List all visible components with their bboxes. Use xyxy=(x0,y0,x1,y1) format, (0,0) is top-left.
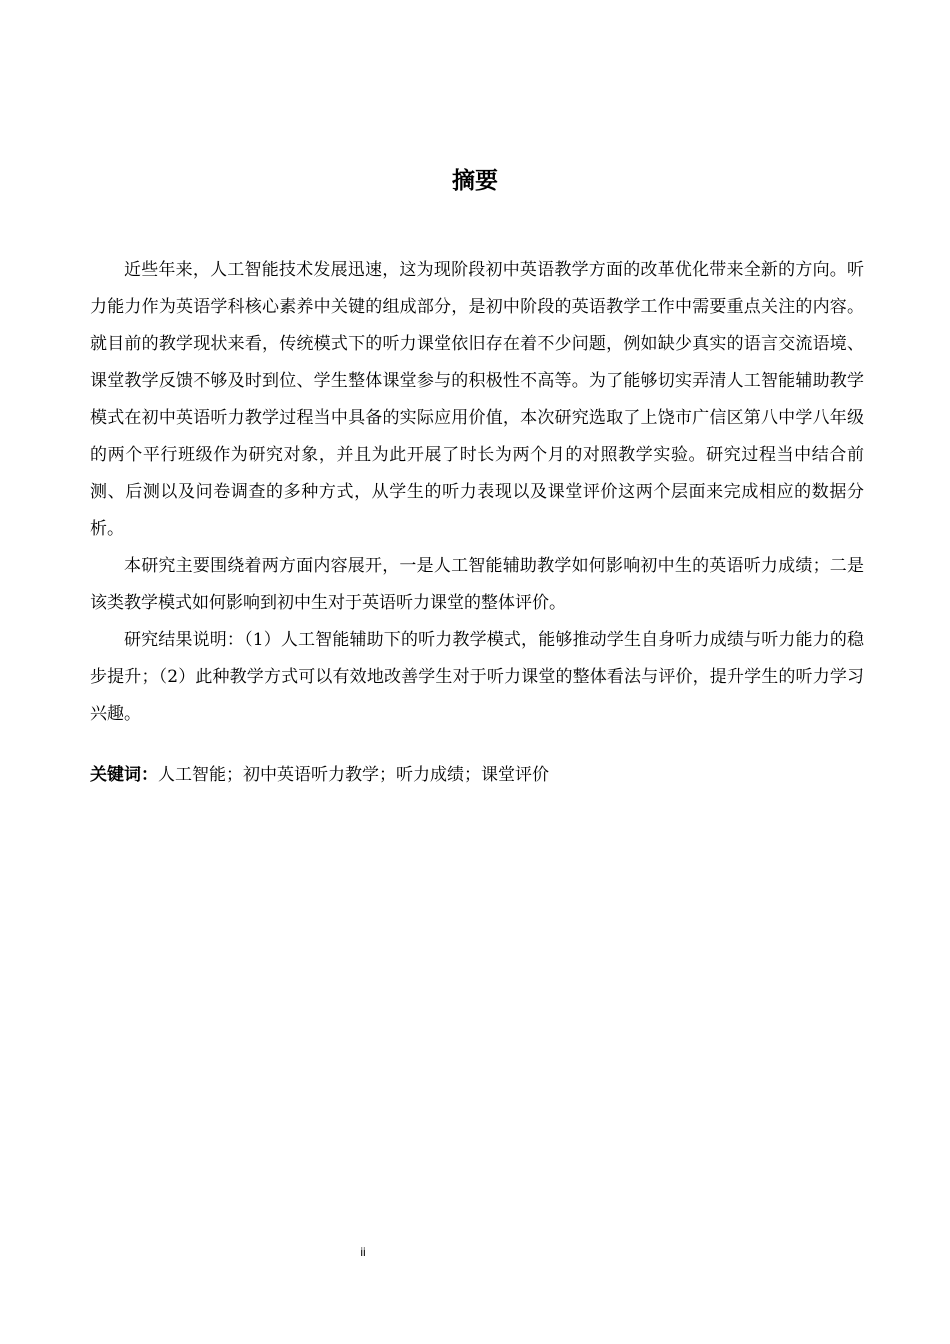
abstract-paragraph-results: 研究结果说明：（1）人工智能辅助下的听力教学模式，能够推动学生自身听力成绩与听力能力的稳步提升；（2）此种教学方式可以有效地改善学生对于听力课堂的整体看法与评价，提升学生的听力学习兴趣。 xyxy=(90,630,864,724)
keywords-value: 人工智能；初中英语听力教学；听力成绩；课堂评价 xyxy=(158,765,549,785)
abstract-body xyxy=(90,252,864,733)
abstract-paragraph-background: 近些年来，人工智能技术发展迅速，这为现阶段初中英语教学方面的改革优化带来全新的方向。听力能力作为英语学科核心素养中关键的组成部分，是初中阶段的英语教学工作中需要重点关注的内容。就目前的教学现状来看，传统模式下的听力课堂依旧存在着不少问题，例如缺少真实的语言交流语境、课堂教学反馈不够及时到位、学生整体课堂参与的积极性不高等。为了能够切实弄清人工智能辅助教学模式在初中英语听力教学过程当中具备的实际应用价值，本次研究选取了上饶市广信区第八中学八年级的两个平行班级作为研究对象，并且为此开展了时长为两个月的对照教学实验。研究过程当中结合前测、后测以及问卷调查的多种方式，从学生的听力表现以及课堂评价这两个层面来完成相应的数据分析。 xyxy=(90,260,864,539)
keywords-label: 关键词： xyxy=(90,765,158,785)
keywords-line xyxy=(90,757,864,794)
abstract-title: 摘要 xyxy=(452,168,498,194)
abstract-paragraph-scope: 本研究主要围绕着两方面内容展开，一是人工智能辅助教学如何影响初中生的英语听力成绩；二是该类教学模式如何影响到初中生对于英语听力课堂的整体评价。 xyxy=(90,556,864,613)
page-number: ii xyxy=(360,1245,366,1259)
